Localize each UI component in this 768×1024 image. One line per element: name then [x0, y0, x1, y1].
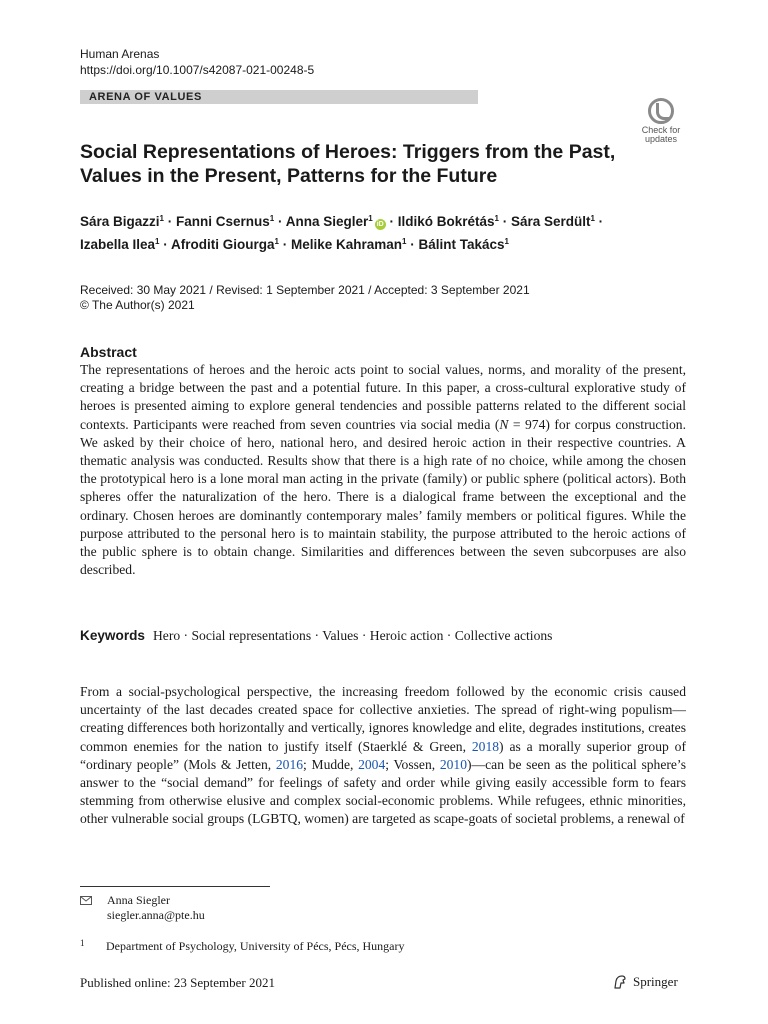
affiliation-text: Department of Psychology, University of Pécs, Pécs, Hungary: [106, 939, 405, 953]
author-list: [80, 209, 680, 255]
article-dates: [80, 283, 530, 313]
author-name: Afroditi Giourga$^1$: [171, 237, 279, 252]
article-history: Received: 30 May 2021 / Revised: 1 September 2021 / Accepted: 3 September 2021: [80, 283, 530, 297]
footnote-divider: [80, 886, 270, 887]
author-separator: ·: [385, 214, 398, 229]
springer-horse-icon: [612, 974, 628, 990]
keywords-label: Keywords: [80, 628, 145, 643]
affiliation-marker: 1: [402, 237, 407, 246]
published-online: Published online: 23 September 2021: [80, 975, 275, 990]
affiliation-marker: 1: [274, 237, 279, 246]
abstract-heading: Abstract: [80, 344, 137, 360]
author-line: [80, 232, 680, 255]
doi-link[interactable]: https://doi.org/10.1007/s42087-021-00248-5: [80, 63, 315, 77]
author-name: Bálint Takács$^1$: [418, 237, 509, 252]
publisher-logo: [612, 973, 678, 991]
affiliation-marker: 1: [368, 214, 373, 223]
author-separator: ·: [278, 237, 291, 252]
author-name: Anna Siegler$^1$iD: [285, 214, 384, 229]
body-paragraph: From a social-psychological perspective, the increasing freedom followed by the economic crisis caused uncertainty of the last decades created space for collective anxieties. The spread of right-wing populism—creating differences both horizontally and vertically, ignores knowledge and elite, degrades institutions, creates common enemies for the nation to justify itself (Staerklé & Green, 2018) as a morally superior group of “ordinary people” (Mols & Jetten, 2016; Mudde, 2004; Vossen, 2010)—can be seen as the political sphere’s answer to the “social demand” for feelings of safety and order while giving easily accessible form to fears stemming from otherwise elusive and complex social-economic problems. While refugees, ethnic minorities, other vulnerable social groups (LGBTQ, women) are targeted as scape-goats of societal problems, a renewal of: [80, 684, 687, 827]
corresponding-author-name: Anna Siegler: [107, 893, 170, 907]
author-line: [80, 209, 680, 232]
crossmark-icon: [648, 98, 674, 124]
affiliation-marker: 1: [504, 237, 509, 246]
author-separator: ·: [159, 237, 171, 252]
affiliation-marker: 1: [159, 214, 164, 223]
article-title: Social Representations of Heroes: Triggers from the Past, Values in the Present, Patterns for the Future: [80, 141, 616, 187]
author-name: Sára Bigazzi$^1$: [80, 214, 164, 229]
author-name: Melike Kahraman$^1$: [290, 237, 407, 252]
author-name: Ildikó Bokrétás$^1$: [397, 214, 499, 229]
affiliation-number: 1: [80, 938, 85, 948]
author-separator: ·: [163, 214, 176, 229]
affiliation-marker: 1: [494, 214, 499, 223]
n-symbol: N: [499, 416, 509, 432]
copyright-notice: © The Author(s) 2021: [80, 298, 195, 312]
journal-header: [80, 46, 314, 78]
author-name: Izabella Ilea$^1$: [80, 237, 160, 252]
author-name: Sára Serdült$^1$: [510, 214, 595, 229]
journal-name: Human Arenas: [80, 47, 160, 61]
author-name: Fanni Csernus$^1$: [175, 214, 275, 229]
keywords-list: Hero · Social representations · Values · Heroic action · Collective actions: [152, 628, 553, 643]
section-label-bar: [80, 90, 478, 104]
orcid-icon[interactable]: iD: [376, 221, 384, 228]
check-for-updates-label: Check for updates: [641, 125, 681, 144]
envelope-icon: [80, 896, 92, 905]
publisher-name: Springer: [633, 974, 678, 989]
citation-link[interactable]: 2016: [275, 756, 304, 772]
section-label: ARENA OF VALUES: [89, 91, 202, 103]
citation-link[interactable]: 2004: [358, 756, 386, 772]
abstract-text: The representations of heroes and the heroic acts point to social values, norms, and morality of the present, creating a bridge between the past and a potential future. In this paper, a cross-cultural explorative study of heroes is presented aiming to explore general tendencies and possible patterns related to the different social contexts. Participants were reached from seven countries via social media (N = 974) for corpus construction. We asked by their choice of hero, national hero, and desired heroic action in their respective countries. A thematic analysis was conducted. Results show that there is a high rate of no choice, while among the chosen the prototypical hero is a lone moral man acting in the private (family) or public sphere (political actors). Both spheres offer the naturalization of the hero. There is a dialogical frame between the exceptional and the ordinary. Chosen heroes are dominantly contemporary males’ family members or political figures. While the purpose attributed to the personal hero is to maintain stability, the purpose attributed to the heroic actions of the public sphere is to obtain change. Similarities and differences between the seven subcorpuses are also described.: [80, 362, 686, 578]
citation-link[interactable]: 2018: [471, 738, 500, 754]
affiliation-marker: 1: [269, 214, 275, 223]
corresponding-author-email[interactable]: siegler.anna@pte.hu: [107, 908, 205, 922]
check-for-updates-badge[interactable]: [634, 98, 688, 144]
affiliation-marker: 1: [155, 237, 160, 246]
author-separator: ·: [498, 214, 511, 229]
author-separator: ·: [274, 214, 286, 229]
affiliation-marker: 1: [590, 214, 595, 223]
citation-link[interactable]: 2010: [439, 756, 467, 772]
author-separator: ·: [594, 214, 604, 229]
author-separator: ·: [406, 237, 419, 252]
keywords: [80, 627, 552, 645]
affiliation: [80, 936, 405, 954]
